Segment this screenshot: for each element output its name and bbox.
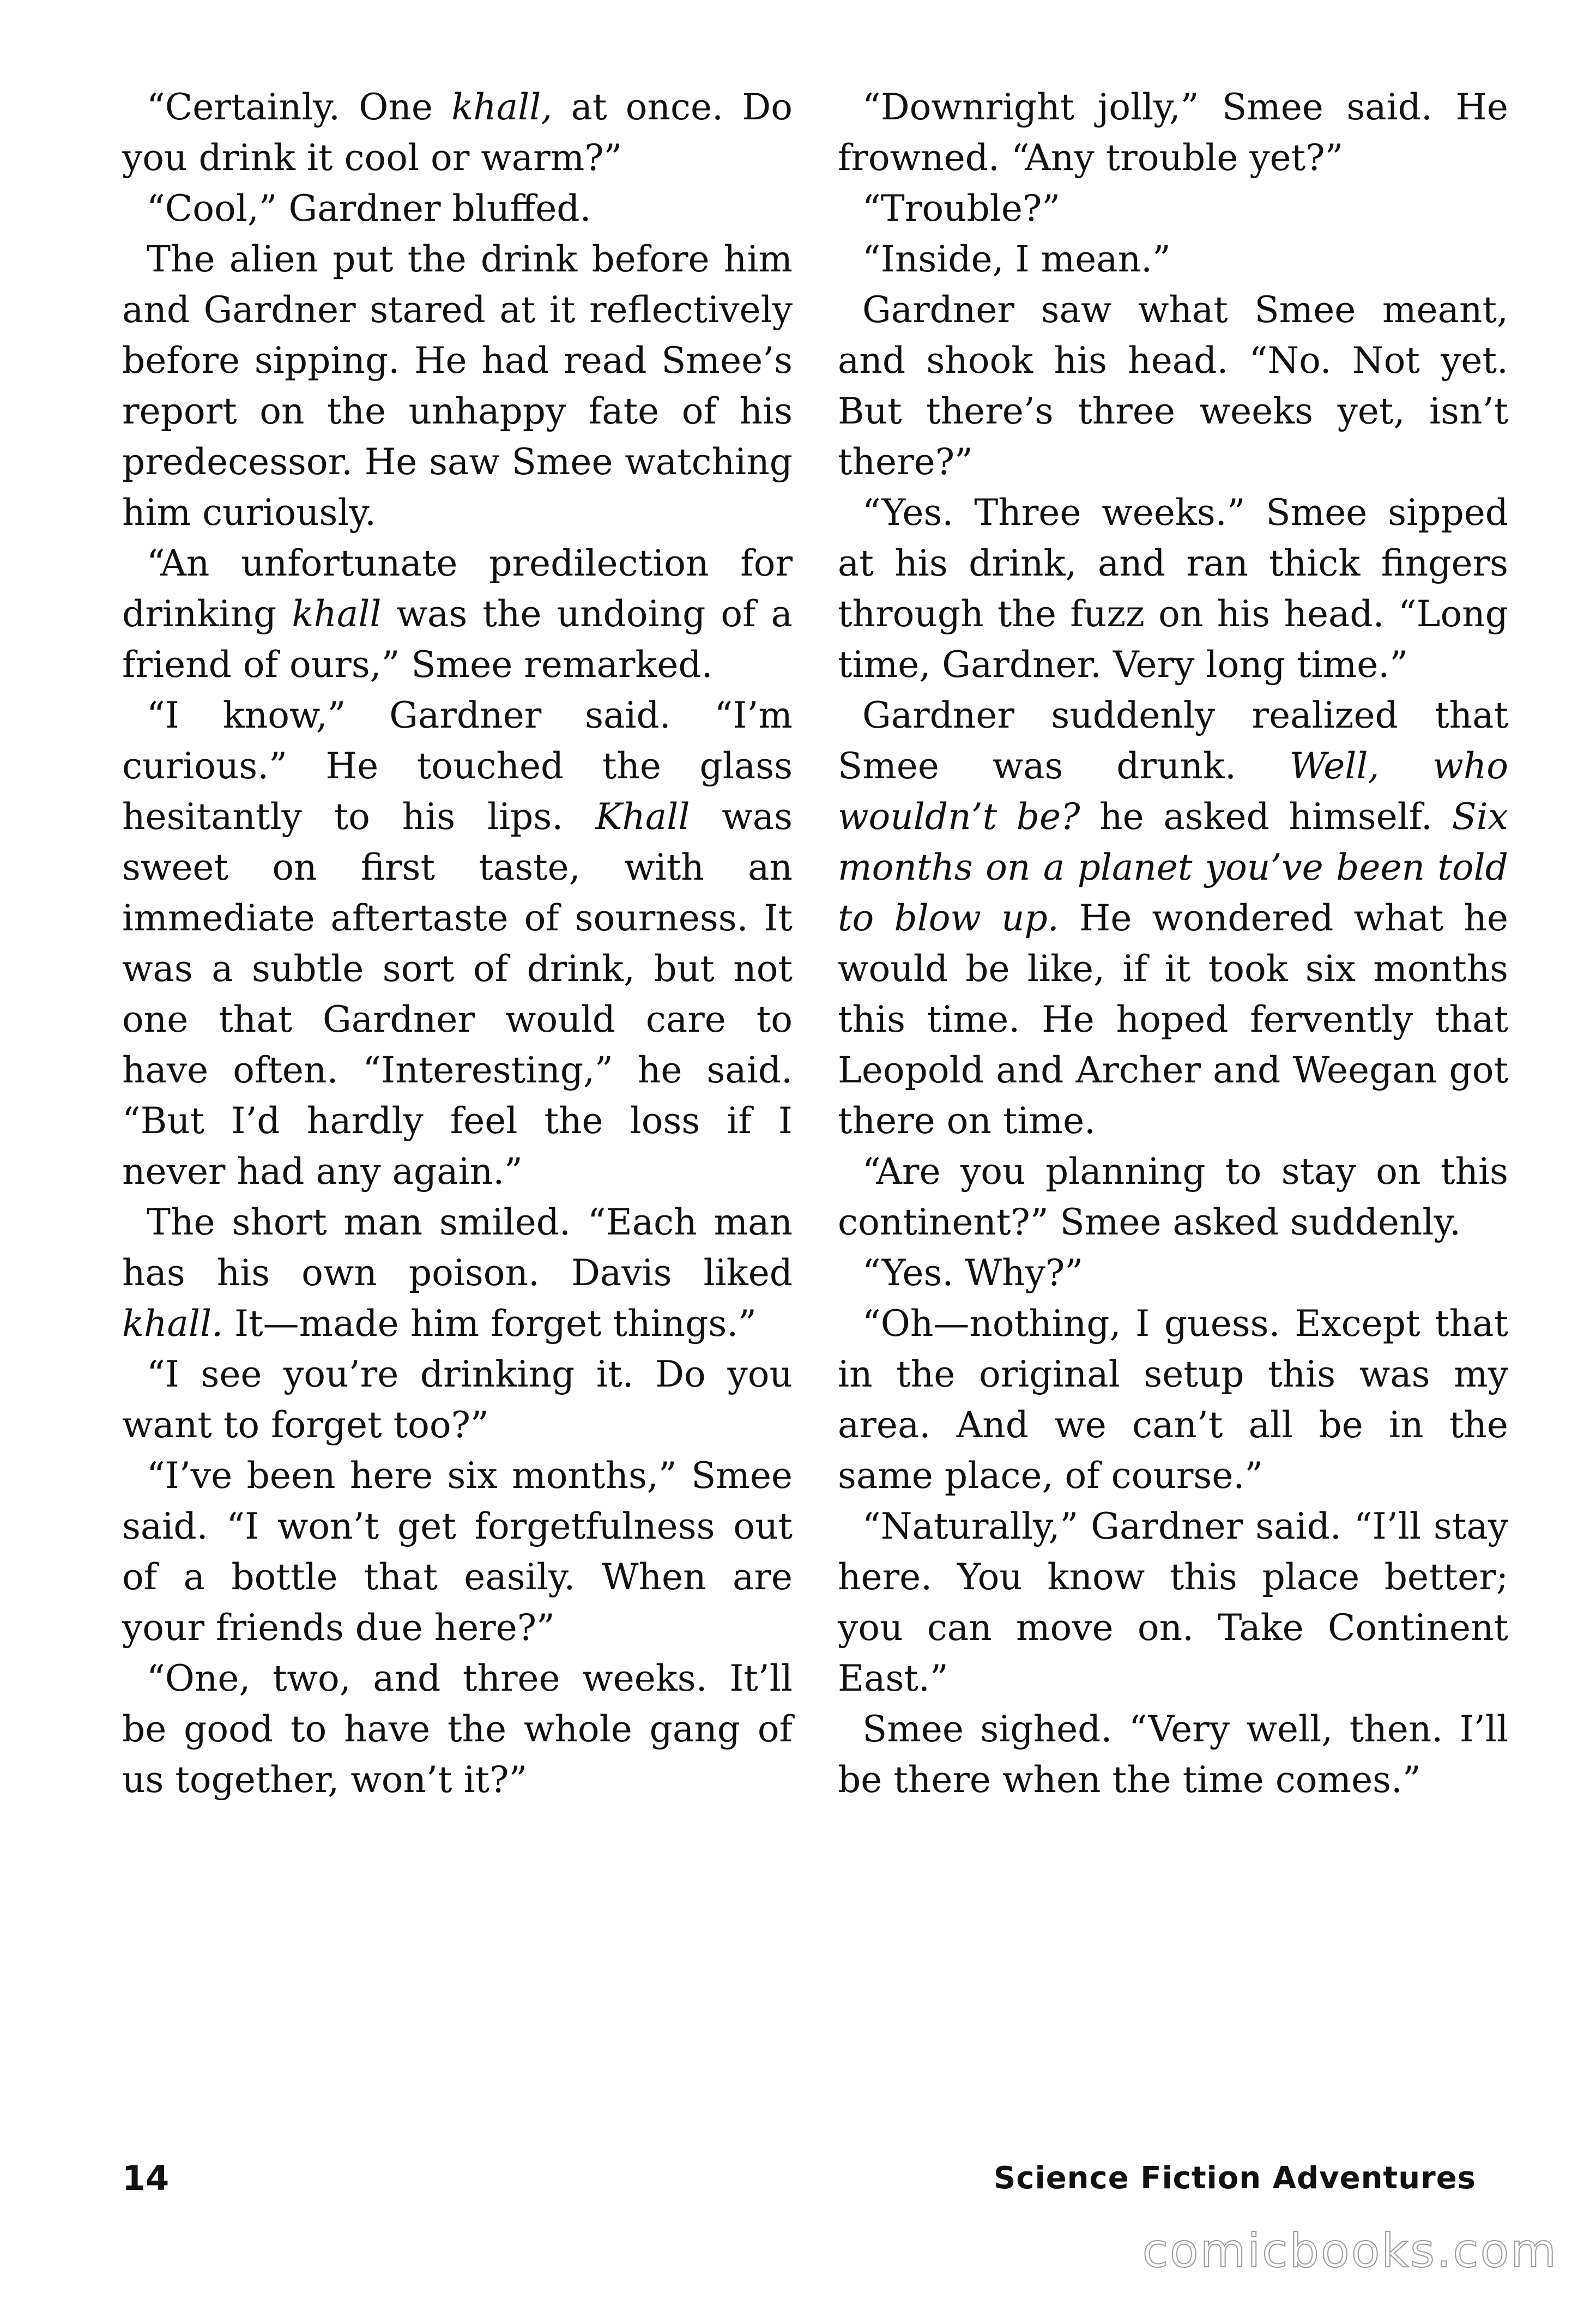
paragraph [838, 82, 1508, 183]
text-run: The short man smiled. “Each man has his own poison. Davis liked [122, 1201, 793, 1294]
paragraph [122, 234, 793, 538]
text-run: Smee sighed. “Very well, then. I’ll be there when the time comes.” [838, 1708, 1508, 1801]
paragraph [122, 1653, 793, 1805]
text-run: Gardner saw what Smee meant, and shook his head. “No. Not yet. But there’s three weeks yet, isn’t there?” [838, 289, 1508, 483]
paragraph [838, 1146, 1508, 1248]
text-run: “One, two, and three weeks. It’ll be good to have the whole gang of us together, won’t it?” [122, 1657, 793, 1801]
paragraph [838, 1501, 1508, 1704]
paragraph [122, 1450, 793, 1653]
page-number: 14 [122, 2158, 170, 2198]
paragraph [838, 1704, 1508, 1805]
paragraph [122, 538, 793, 690]
text-run: “I’ve been here six months,” Smee said. “I won’t get forgetfulness out of a bottle that easily. When are your friends due here?” [122, 1455, 793, 1649]
paragraph [838, 1298, 1508, 1501]
paragraph [122, 690, 793, 1197]
watermark: comicbooks.com [1142, 2224, 1558, 2278]
text-run: “Yes. Three weeks.” Smee sipped at his drink, and ran thick fingers through the fuzz on his head. “Long time, Gardner. Very long time.” [838, 492, 1508, 686]
paragraph [122, 183, 793, 234]
text-run: The alien put the drink before him and Gardner stared at it reflectively before sipping. He had read Smee’s report on the unhappy fate of his predecessor. He saw Smee watching him curiously. [122, 238, 793, 534]
text-run: was sweet on first taste, with an immediate aftertaste of sourness. It was a subtle sort of drink, but not one that Gardner would care to have often. “Interesting,” he said. “But I’d hardly feel the loss if I never had any again.” [122, 796, 793, 1193]
text-run: “Yes. Why?” [862, 1252, 1084, 1294]
paragraph [122, 82, 793, 183]
italic-text-run: Well, who wouldn’t be? [838, 745, 1508, 838]
text-run: “I see you’re drinking it. Do you want to forget too?” [122, 1353, 793, 1446]
text-run: “Downright jolly,” Smee said. He frowned. “Any trouble yet?” [838, 86, 1508, 179]
paragraph [838, 285, 1508, 487]
paragraph [838, 690, 1508, 1146]
page-footer [122, 2158, 1476, 2202]
italic-text-run: Khall [595, 796, 690, 838]
text-run: “An unfortunate predilection for drinking [122, 542, 793, 635]
italic-text-run: khall [292, 593, 382, 635]
text-run: “Inside, I mean.” [862, 238, 1171, 280]
text-run: Gardner suddenly realized that Smee was drunk. [838, 694, 1508, 787]
right-text-column [838, 82, 1508, 1805]
paragraph [122, 1197, 793, 1349]
paragraph [838, 487, 1508, 690]
text-run: he asked himself. [1080, 796, 1452, 838]
text-run: “Are you planning to stay on this continent?” Smee asked suddenly. [838, 1151, 1508, 1243]
text-run: It—made him forget things.” [223, 1303, 757, 1345]
italic-text-run: Six months on a planet you’ve been told to blow up. [838, 796, 1508, 939]
text-run: “Oh—nothing, I guess. Except that in the original setup this was my area. And we can’t all be in the same place, of course.” [838, 1303, 1508, 1497]
text-run: “I know,” Gardner said. “I’m curious.” He touched the glass hesitantly to his lips. [122, 694, 793, 838]
italic-text-run: khall. [122, 1303, 223, 1345]
text-run: “Certainly. One [147, 86, 452, 128]
paragraph [838, 234, 1508, 285]
italic-text-run: khall, [451, 86, 553, 128]
text-run: “Trouble?” [862, 187, 1061, 229]
text-run: at once. Do you drink it cool or warm?” [122, 86, 793, 179]
paragraph [838, 1248, 1508, 1298]
paragraph [122, 1349, 793, 1450]
text-run: He wondered what he would be like, if it took six months this time. He hoped fervently that Leopold and Archer and Weegan got there on time. [838, 897, 1508, 1142]
magazine-title: Science Fiction Adventures [993, 2160, 1476, 2196]
text-run: was the undoing of a friend of ours,” Smee remarked. [122, 593, 793, 686]
left-text-column [122, 82, 793, 1805]
text-run: “Naturally,” Gardner said. “I’ll stay here. You know this place better; you can move on. Take Continent East.” [838, 1505, 1508, 1699]
paragraph [838, 183, 1508, 234]
text-run: “Cool,” Gardner bluffed. [147, 187, 591, 229]
